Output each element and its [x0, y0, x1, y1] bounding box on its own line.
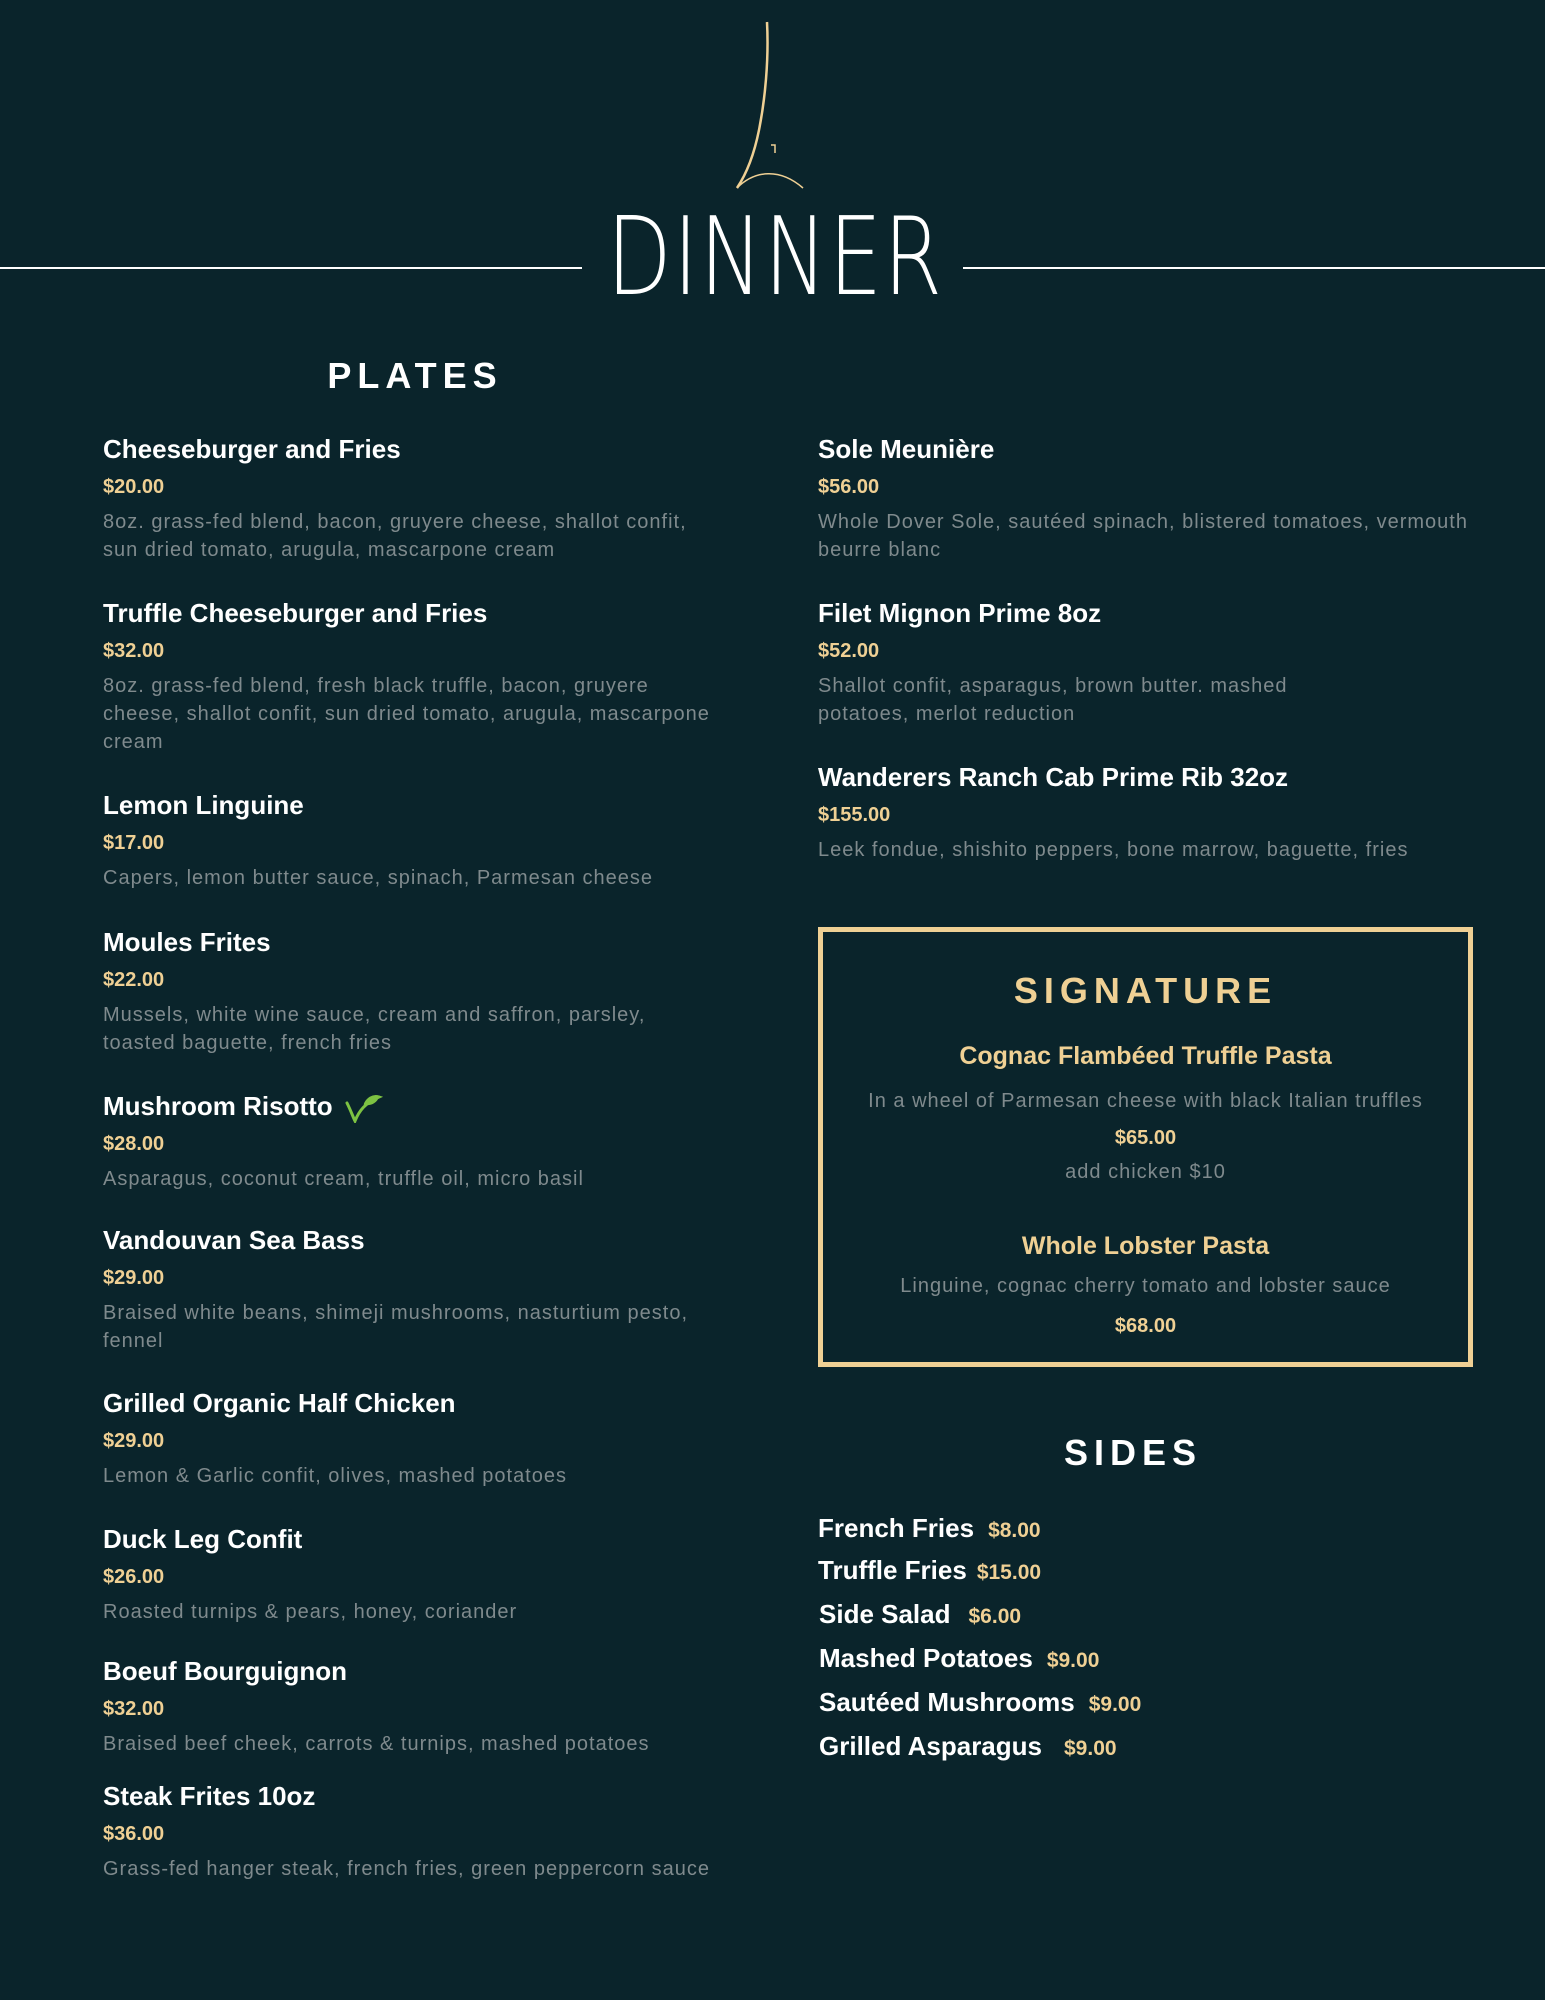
item-description: Grass-fed hanger steak, french fries, green peppercorn sauce	[103, 1858, 710, 1880]
menu-item	[103, 925, 743, 1057]
menu-item	[818, 760, 1478, 864]
item-description: Leek fondue, shishito peppers, bone marrow, baguette, fries	[818, 839, 1409, 861]
item-price: $29.00	[103, 1267, 165, 1289]
signature-item-price: $68.00	[1114, 1315, 1177, 1337]
side-name: Grilled Asparagus	[819, 1731, 1042, 1761]
menu-item	[103, 432, 743, 564]
item-name: Lemon Linguine	[103, 790, 304, 820]
item-description: Lemon & Garlic confit, olives, mashed potatoes	[103, 1465, 567, 1487]
item-name: Boeuf Bourguignon	[103, 1656, 348, 1686]
menu-item	[103, 596, 743, 756]
side-price: $15.00	[976, 1561, 1042, 1584]
item-price: $26.00	[103, 1566, 165, 1588]
menu-item	[103, 1779, 743, 1883]
side-price: $6.00	[968, 1605, 1022, 1628]
sides-heading: SIDES	[1063, 1432, 1203, 1473]
signature-item-name: Whole Lobster Pasta	[1021, 1232, 1270, 1260]
side-item	[819, 1599, 1021, 1630]
item-name: Wanderers Ranch Cab Prime Rib 32oz	[818, 762, 1289, 792]
menu-item	[818, 432, 1478, 564]
menu-item	[103, 788, 743, 892]
side-price: $9.00	[1088, 1693, 1142, 1716]
item-price: $36.00	[103, 1823, 165, 1845]
signature-item-description: Linguine, cognac cherry tomato and lobster sauce	[900, 1275, 1391, 1297]
item-price: $32.00	[103, 640, 165, 662]
side-price: $9.00	[1064, 1737, 1117, 1760]
item-description: Braised white beans, shimeji mushrooms, nasturtium pesto, fennel	[103, 1302, 689, 1352]
menu-item	[103, 1223, 743, 1355]
item-name: Grilled Organic Half Chicken	[103, 1388, 456, 1418]
item-price: $17.00	[103, 832, 165, 854]
item-description: Capers, lemon butter sauce, spinach, Parmesan cheese	[103, 867, 654, 889]
signature-box	[818, 927, 1473, 1367]
item-name: Cheeseburger and Fries	[103, 434, 401, 464]
item-description: Shallot confit, asparagus, brown butter. mashed potatoes, merlot reduction	[818, 675, 1288, 725]
signature-heading: SIGNATURE	[1013, 970, 1278, 1011]
menu-item	[103, 1089, 743, 1193]
side-item	[819, 1643, 1099, 1674]
item-name: Filet Mignon Prime 8oz	[818, 598, 1102, 628]
signature-item-addon: add chicken $10	[1065, 1161, 1226, 1183]
vegan-leaf-icon	[343, 1093, 383, 1123]
item-name: Steak Frites 10oz	[103, 1781, 316, 1811]
item-price: $22.00	[103, 969, 165, 991]
item-price: $52.00	[818, 640, 880, 662]
signature-item-description: In a wheel of Parmesan cheese with black Italian truffles	[868, 1090, 1423, 1112]
item-price: $29.00	[103, 1430, 165, 1452]
item-price: $32.00	[103, 1698, 165, 1720]
side-item	[819, 1731, 1117, 1762]
menu-title: DINNER	[606, 195, 944, 320]
item-price: $56.00	[818, 476, 880, 498]
side-item	[818, 1513, 1041, 1544]
side-name: French Fries	[818, 1513, 975, 1543]
item-description: Whole Dover Sole, sautéed spinach, blistered tomatoes, vermouth beurre blanc	[818, 511, 1468, 561]
item-description: 8oz. grass-fed blend, bacon, gruyere cheese, shallot confit, sun dried tomato, arugula, mascarpone cream	[103, 511, 687, 561]
item-name: Mushroom Risotto	[103, 1091, 333, 1121]
item-name: Sole Meunière	[818, 434, 995, 464]
item-description: Mussels, white wine sauce, cream and saffron, parsley, toasted baguette, french fries	[103, 1004, 646, 1054]
side-price: $8.00	[988, 1519, 1041, 1542]
item-price: $155.00	[818, 804, 891, 826]
signature-item-name: Cognac Flambéed Truffle Pasta	[959, 1042, 1332, 1070]
item-description: Braised beef cheek, carrots & turnips, mashed potatoes	[103, 1733, 650, 1755]
item-price: $20.00	[103, 476, 165, 498]
item-name-row	[103, 1089, 743, 1123]
item-price: $28.00	[103, 1133, 165, 1156]
menu-item	[103, 1386, 743, 1490]
side-name: Side Salad	[819, 1599, 951, 1629]
menu-item	[818, 596, 1478, 728]
eiffel-tower-logo	[725, 20, 815, 195]
item-name: Vandouvan Sea Bass	[103, 1225, 365, 1255]
plates-heading: PLATES	[327, 355, 503, 396]
header-rule-right	[963, 267, 1545, 269]
side-item	[819, 1687, 1141, 1718]
item-name: Truffle Cheeseburger and Fries	[103, 598, 488, 628]
item-name: Duck Leg Confit	[103, 1524, 303, 1554]
item-description: 8oz. grass-fed blend, fresh black truffle, bacon, gruyere cheese, shallot confit, sun dried tomato, arugula, mascarpone cream	[103, 675, 710, 753]
side-name: Sautéed Mushrooms	[819, 1687, 1075, 1717]
item-name: Moules Frites	[103, 927, 271, 957]
menu-item	[103, 1654, 743, 1758]
menu-item	[103, 1522, 743, 1626]
side-item	[818, 1555, 1041, 1586]
item-description: Asparagus, coconut cream, truffle oil, micro basil	[103, 1168, 584, 1191]
side-name: Truffle Fries	[818, 1555, 967, 1585]
side-price: $9.00	[1046, 1649, 1100, 1672]
header-rule-left	[0, 267, 582, 269]
side-name: Mashed Potatoes	[819, 1643, 1033, 1673]
item-description: Roasted turnips & pears, honey, coriander	[103, 1601, 518, 1623]
signature-item-price: $65.00	[1114, 1127, 1177, 1149]
